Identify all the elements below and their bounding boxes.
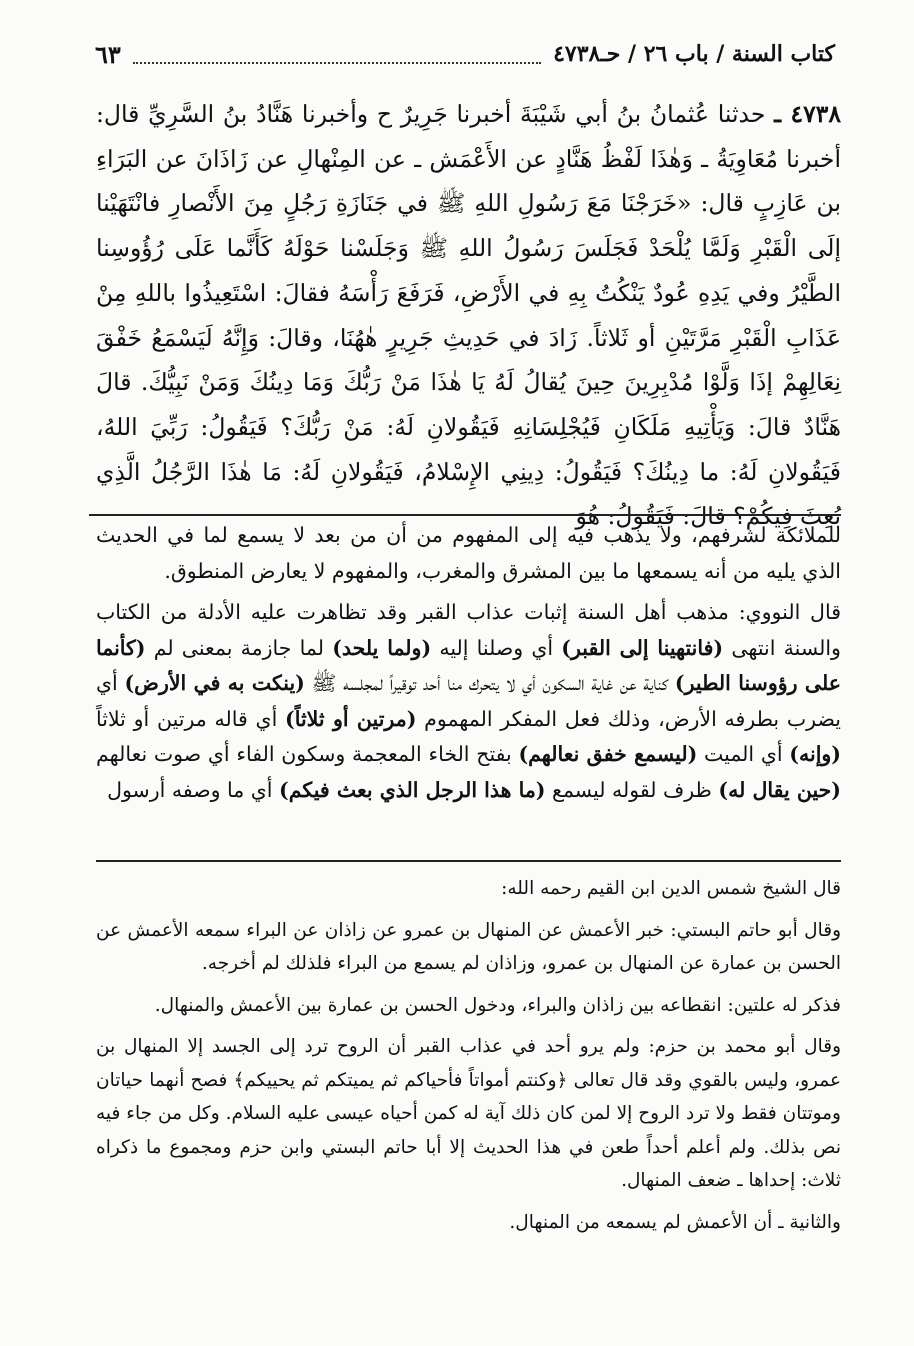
quoted-phrase: (مرتين أو ثلاثاً) [285, 706, 417, 731]
notes-paragraph: وقال أبو حاتم البستي: خبر الأعمش عن المنهال بن عمرو عن زاذان عن البراء سمعه الأعمش عن الحسن بن عمارة عن المنهال بن عمرو، وزاذان لم يسمع من البراء فلذلك لم أخرجه. [96, 919, 841, 974]
notes-paragraph: وقال أبو محمد بن حزم: ولم يرو أحد في عذاب القبر أن الروح ترد إلى الجسد إلا المنهال بن عمرو، وليس بالقوي وقد قال تعالى ﴿وكنتم أمواتاً فأحياكم ثم يميتكم ثم يحييكم﴾ فصح أنهما حياتان وموتتان فقط ولا ترد الروح إلا لمن كان ذلك آية له كمن أحياه عيسى عليه السلام. وكل من جاء فيه نص بذلك. ولم أعلم أحداً طعن في هذا الحديث إلا أبا حاتم البستي وابن حزم ومجموع ما ذكراه ثلاث: إحداها ـ ضعف المنهال. [96, 1036, 841, 1191]
commentary-paragraph: للملائكة لشرفهم، ولا يذهب فيه إلى المفهوم من أن من بعد لا يسمع لما في الحديث الذي يليه من أنه يسمعها ما بين المشرق والمغرب، والمفهوم لا يعارض المنطوق. [96, 523, 841, 583]
quoted-phrase: (ليسمع خفق نعالهم) [518, 742, 698, 766]
notes-paragraph: فذكر له علتين: انقطاعه بين زاذان والبراء، ودخول الحسن بن عمارة بين الأعمش والمنهال. [154, 994, 841, 1016]
quoted-phrase: (فانتهينا إلى القبر) [561, 635, 724, 660]
notes-paragraph: والثانية ـ أن الأعمش لم يسمعه من المنهال. [509, 1211, 841, 1233]
quoted-phrase: (كأنما على رؤوسنا الطير) [96, 635, 841, 695]
commentary-text: قال النووي: مذهب أهل السنة إثبات عذاب القبر وقد تظاهرت عليه الأدلة من الكتاب والسنة انتهى [96, 600, 841, 660]
commentary-block [96, 518, 841, 814]
commentary-text: أي قاله مرتين أو ثلاثاً [96, 706, 278, 731]
hadith-number: ٤٧٣٨ ـ [774, 100, 841, 128]
hadith-paragraph [96, 92, 841, 539]
page-number: ٦٣ [95, 39, 121, 69]
commentary-text: أي الميت [704, 742, 783, 766]
commentary-text: ظرف لقوله ليسمع [552, 777, 712, 802]
quoted-phrase: (ولما يلحد) [332, 635, 432, 660]
commentary-text: أي وصلنا إليه [439, 635, 554, 660]
running-header [95, 34, 835, 74]
hadith-text-block [96, 92, 841, 539]
header-dot-leader [133, 44, 541, 64]
quoted-phrase: (ينكت به في الأرض) [124, 671, 305, 695]
commentary-text: لما جازمة بمعنى لم [153, 635, 325, 660]
quoted-phrase: (ما هذا الرجل الذي بعث فيكم) [279, 777, 546, 802]
commentary-text: كناية عن غاية السكون أي لا يتحرك منا أحد توقيراً لمجلسه ﷺ [311, 671, 669, 695]
divider-line [89, 514, 841, 516]
quoted-phrase: (حين يقال له) [718, 777, 841, 802]
ibn-qayyim-notes [96, 872, 841, 1247]
commentary-text: أي ما وصفه أرسول [107, 777, 273, 802]
commentary-paragraph [96, 595, 841, 808]
commentary-text: بفتح الخاء المعجمة وسكون الفاء أي صوت نعالهم [96, 742, 512, 766]
header-title: كتاب السنة / باب ٢٦ / حـ٤٧٣٨ [553, 41, 835, 67]
quoted-phrase: (وإنه) [789, 742, 841, 766]
commentary-text: أي يضرب بطرفه الأرض، وذلك فعل المفكر المهموم [96, 671, 841, 731]
divider-line [96, 860, 841, 862]
hadith-text: حدثنا عُثمانُ بنُ أبي شَيْبَةَ أخبرنا جَرِيرٌ ح وأخبرنا هَنَّادُ بنُ السَّرِيِّ قال: أخبرنا مُعَاوِيَةُ ـ وَهٰذَا لَفْظُ هَنَّادٍ عن الأَعْمَش ـ عن المِنْهالِ عن زَاذَانَ عن البَرَاءِ بن عَازِبٍ قال: «خَرَجْنَا مَعَ رَسُولِ اللهِ ﷺ في جَنَازَةِ رَجُلٍ مِنَ الأَنْصارِ فانْتَهَيْنا إلَى الْقَبْرِ وَلَمَّا يُلْحَدْ فَجَلَسَ رَسُولُ اللهِ ﷺ وَجَلَسْنا حَوْلَهُ كَأَنَّما عَلَى رُؤُوسِنا الطَّيْرُ وفي يَدِهِ عُودٌ يَنْكُتُ بِهِ في الأَرْضِ، فَرَفَعَ رَأْسَهُ فقالَ: اسْتَعِيذُوا باللهِ مِنْ عَذَابِ الْقَبْرِ مَرَّتَيْنِ أو ثَلاثاً. زَادَ في حَدِيثِ جَرِيرٍ هٰهُنَا، وقالَ: وَإِنَّهُ لَيَسْمَعُ خَفْقَ نِعَالِهِمْ إذَا وَلَّوْا مُدْبِرِينَ حِينَ يُقالُ لَهُ يَا هٰذَا مَنْ رَبُّكَ وَمَا دِينُكَ وَمَنْ نَبِيُّكَ. قالَ هَنَّادٌ قالَ: وَيَأْتِيهِ مَلَكَانِ فَيُجْلِسَانِهِ فَيَقُولانِ لَهُ: مَنْ رَبُّكَ؟ فَيَقُولُ: رَبِّيَ اللهُ، فَيَقُولانِ لَهُ: ما دِينُكَ؟ فَيَقُولُ: دِينِي الإِسْلامُ، فَيَقُولانِ لَهُ: مَا هٰذَا الرَّجُلُ الَّذِي بُعِثَ فِيكُمْ؟ قالَ: فَيَقُولُ: هُوَ [96, 100, 841, 531]
notes-intro: قال الشيخ شمس الدين ابن القيم رحمه الله: [501, 878, 841, 899]
